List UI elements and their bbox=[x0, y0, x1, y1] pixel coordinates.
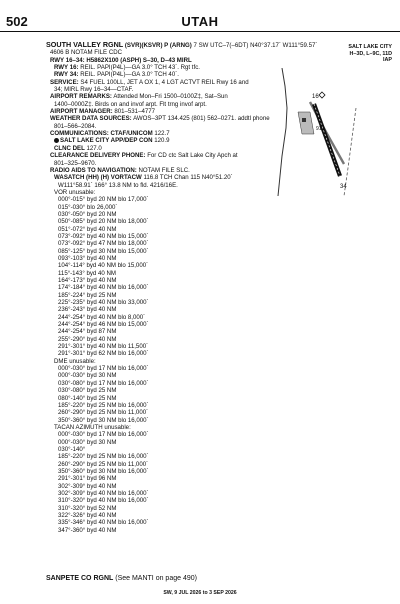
unusable-range-item: 030°-140° bbox=[58, 445, 86, 453]
clnc-freq: 127.0 bbox=[86, 144, 102, 152]
remarks-label: AIRPORT REMARKS: bbox=[50, 93, 112, 101]
unusable-range-item: 000°-015° byd 20 NM blo 17,000´ bbox=[58, 196, 149, 204]
unusable-range-item: 302°-309° byd 40 NM blo 16,000´ bbox=[58, 489, 149, 497]
rwy34-text: REIL. PAPI(P4L)—GA 3.0° TCH 40´. bbox=[80, 71, 179, 79]
beacon-icon bbox=[319, 92, 325, 98]
runway-16-label: 16 bbox=[312, 94, 319, 100]
tacan-unusable-list bbox=[46, 431, 296, 475]
weather-label: WEATHER DATA SOURCES: bbox=[50, 115, 132, 123]
unusable-range-item: 174°-184° byd 40 NM blo 16,000´ bbox=[58, 284, 149, 292]
unusable-range-item: 244°-254° byd 46 NM blo 15,000´ bbox=[58, 321, 149, 329]
dme-unusable-label: DME unusable: bbox=[54, 357, 96, 365]
ramp-area bbox=[298, 112, 314, 134]
page-header bbox=[0, 14, 400, 30]
unusable-range-item: 093°-103° byd 40 NM bbox=[58, 254, 117, 262]
clearance-text-2: 801–325–9670. bbox=[54, 159, 97, 167]
unusable-range-item: 350°-360° byd 30 NM blo 16,000´ bbox=[58, 467, 149, 475]
airport-name: SOUTH VALLEY RGNL bbox=[46, 40, 124, 49]
radio-text: NOTAM FILE SLC. bbox=[138, 166, 190, 174]
unusable-range-item: 291°-301° byd 40 NM blo 11,500´ bbox=[58, 343, 149, 351]
road-line-left bbox=[278, 68, 287, 196]
unusable-range-item: 347°-360° byd 40 NM bbox=[58, 526, 117, 534]
airport-title-line bbox=[46, 40, 318, 49]
unusable-range-item: 310°-320° byd 40 NM blo 16,000´ bbox=[58, 497, 149, 505]
runway-34-label: 34 bbox=[340, 184, 347, 190]
unusable-range-item: 185°-224° byd 25 NM bbox=[58, 291, 117, 299]
airport-line2: 4606 B NOTAM FILE CDC bbox=[50, 49, 123, 57]
unusable-range-item: 051°-072° byd 40 NM bbox=[58, 225, 117, 233]
chart-list: H–3D, L–9C, 11D bbox=[349, 50, 392, 57]
building bbox=[302, 118, 306, 122]
service-label: SERVICE: bbox=[50, 78, 79, 86]
runway-line: RWY 16–34: H5862X100 (ASPH) S–30, D–43 MIRL bbox=[50, 56, 192, 64]
unusable-range-item: 030°-080° byd 25 NM bbox=[58, 387, 117, 395]
tacan-continued-list bbox=[46, 475, 296, 534]
unusable-range-item: 164°-173° byd 40 NM bbox=[58, 277, 117, 284]
vortac-text: 116.8 TCH Chan 115 N40°51.20´ bbox=[143, 174, 233, 182]
unusable-range-item: 000°-030° byd 30 NM bbox=[58, 372, 117, 380]
unusable-range-item: 225°-235° byd 40 NM blo 33,000´ bbox=[58, 299, 149, 307]
appdep-freq: 120.9 bbox=[154, 137, 170, 145]
rco-symbol-icon bbox=[54, 138, 59, 143]
road-line-right bbox=[344, 108, 356, 196]
unusable-range-item: 000°-030° byd 30 NM bbox=[58, 438, 117, 446]
vor-unusable-list bbox=[46, 196, 296, 358]
unusable-range-item: 350°-360° byd 30 NM blo 16,000´ bbox=[58, 416, 149, 424]
unusable-range-item: 322°-326° byd 40 NM bbox=[58, 512, 117, 519]
airport-diagram bbox=[252, 68, 364, 196]
airport-summary: 7 SW UTC–7(–6DT) N40°37.17´ W111°59.57´ bbox=[193, 42, 318, 49]
unusable-range-item: 260°-290° byd 25 NM blo 11,000´ bbox=[58, 460, 149, 468]
unusable-range-item: 255°-290° byd 40 NM bbox=[58, 335, 117, 343]
unusable-range-item: 185°-220° byd 25 NM blo 16,000´ bbox=[58, 401, 149, 409]
unusable-range-item: 085°-125° byd 30 NM blo 15,000´ bbox=[58, 247, 149, 255]
vortac-label: WASATCH (HH) (H) VORTACW bbox=[54, 174, 142, 182]
elevation-label: 91 bbox=[316, 126, 322, 132]
unusable-range-item: 185°-220° byd 25 NM blo 16,000´ bbox=[58, 453, 149, 461]
header-rule bbox=[0, 31, 400, 32]
clnc-label: CLNC DEL bbox=[54, 144, 85, 152]
unusable-range-item: 115°-143° byd 40 NM bbox=[58, 269, 116, 277]
unusable-range-item: 015°-030° blo 26,000´ bbox=[58, 203, 118, 211]
rwy16-text: REIL. PAPI(P4L)—GA 3.0° TCH 43´. Rgt tfc. bbox=[80, 64, 200, 72]
remarks-text: Attended Mon–Fri 1500–0100Z‡, Sat–Sun bbox=[113, 93, 228, 101]
unusable-range-item: 050°-085° byd 20 NM blo 18,000´ bbox=[58, 218, 149, 226]
unusable-range-item: 335°-346° byd 40 NM blo 16,000´ bbox=[58, 519, 149, 527]
comm-label: COMMUNICATIONS: CTAF/UNICOM bbox=[50, 130, 153, 138]
manager-phone: 801–531–4777 bbox=[114, 108, 156, 116]
sanpete-entry bbox=[46, 575, 197, 582]
page-number: 502 bbox=[6, 14, 28, 29]
unusable-range-item: 030°-050° byd 20 NM bbox=[58, 210, 117, 218]
service-text-2: 34; MIRL Rwy 16–34—CTAF. bbox=[54, 86, 134, 94]
unusable-range-item: 080°-140° byd 25 NM bbox=[58, 394, 117, 402]
unusable-range-item: 073°-092° byd 47 NM blo 18,000´ bbox=[58, 240, 149, 248]
unusable-range-item: 236°-243° byd 40 NM bbox=[58, 306, 117, 314]
unusable-range-item: 000°-030° byd 17 NM blo 16,000´ bbox=[58, 365, 149, 373]
unusable-range-item: 310°-320° byd 52 NM bbox=[58, 504, 117, 512]
clearance-text: For CD ctc Salt Lake City Apch at bbox=[147, 152, 238, 160]
appdep-label: SALT LAKE CITY APP/DEP CON bbox=[60, 137, 153, 145]
unusable-range-item: 291°-301° byd 96 NM bbox=[58, 475, 117, 483]
tacan-unusable-label: TACAN AZIMUTH unusable: bbox=[54, 423, 131, 431]
unusable-range-item: 244°-254° byd 40 NM blo 8,000´ bbox=[58, 313, 146, 321]
unusable-range-item: 302°-309° byd 40 NM bbox=[58, 482, 117, 490]
remarks-text-2: 1400–0000Z‡. Birds on and invof arpt. Flt trng invof arpt. bbox=[54, 100, 207, 108]
state-title: UTAH bbox=[181, 14, 219, 29]
service-text: S4 FUEL 100LL, JET A OX 1, 4 LGT ACTVT REIL Rwy 16 and bbox=[80, 78, 249, 86]
rwy16-label: RWY 16: bbox=[54, 64, 79, 72]
weather-text-2: 801–566–2084. bbox=[54, 122, 97, 130]
iap-label: IAP bbox=[383, 57, 392, 63]
unusable-range-item: 244°-254° byd 87 NM bbox=[58, 328, 117, 336]
unusable-range-item: 260°-290° byd 25 NM blo 11,000´ bbox=[58, 409, 149, 417]
sanpete-note: (See MANTI on page 490) bbox=[115, 575, 197, 582]
comm-freq: 122.7 bbox=[154, 130, 170, 138]
vortac-text-2: W111°58.91´ 166° 13.8 NM to fld. 4216/16E. bbox=[58, 181, 178, 189]
clearance-label: CLEARANCE DELIVERY PHONE: bbox=[50, 152, 146, 160]
unusable-range-item: 073°-092° byd 40 NM blo 15,000´ bbox=[58, 232, 149, 240]
page-footer: SW, 9 JUL 2026 to 3 SEP 2026 bbox=[163, 590, 237, 596]
unusable-range-item: 030°-080° byd 17 NM blo 16,000´ bbox=[58, 379, 149, 387]
manager-label: AIRPORT MANAGER: bbox=[50, 108, 113, 116]
unusable-range-item: 000°-030° byd 17 NM blo 16,000´ bbox=[58, 431, 149, 439]
weather-text: AWOS–3PT 134.425 (801) 562–0271. addtl phone bbox=[133, 115, 270, 123]
sanpete-name: SANPETE CO RGNL bbox=[46, 575, 114, 582]
vor-unusable-label: VOR unusable: bbox=[54, 188, 96, 196]
unusable-range-item: 291°-301° byd 62 NM blo 16,000´ bbox=[58, 350, 149, 358]
unusable-range-item: 104°-114° byd 40 NM blo 15,000´ bbox=[58, 262, 149, 270]
radio-label: RADIO AIDS TO NAVIGATION: bbox=[50, 166, 137, 174]
chart-references bbox=[348, 44, 392, 64]
rwy34-label: RWY 34: bbox=[54, 71, 79, 79]
city-label: SALT LAKE CITY bbox=[348, 44, 392, 50]
dme-unusable-list bbox=[46, 365, 296, 424]
airport-codes: (SVR)(KSVR) P (ARNG) bbox=[124, 42, 192, 49]
